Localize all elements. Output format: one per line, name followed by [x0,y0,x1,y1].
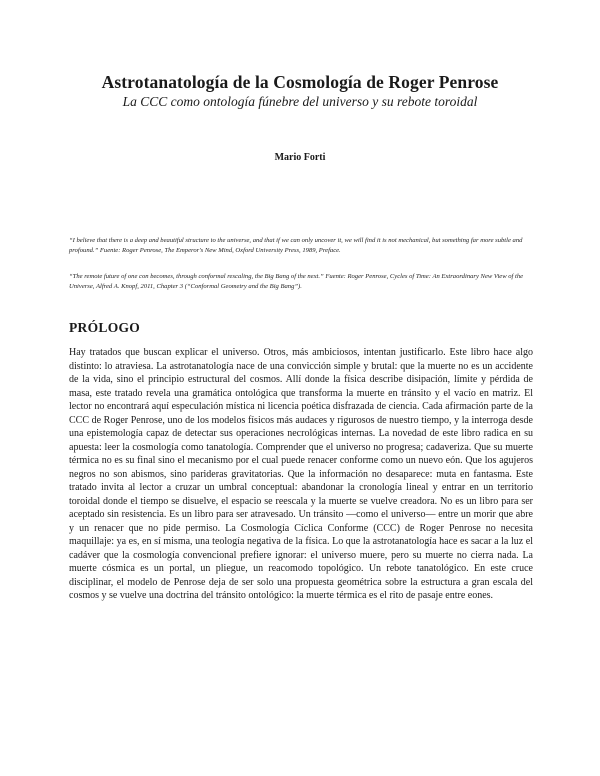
prologue-paragraph: Hay tratados que buscan explicar el universo. Otros, más ambiciosos, intentan justificarlo. Este libro hace algo distinto: lo atraviesa. La astrotanatología nace de una convicción simple y brutal: que la muerte no es un accidente de la vida, sino el principio estructural del cosmos. Allí donde la física describe disipación, límite y pérdida de masa, este tratado revela una gramática ontológica que transforma la muerte en tránsito y el vacío en matriz. El lector no encontrará aquí especulación mística ni licencia poética disfrazada de ciencia. Cada afirmación parte de la CCC de Roger Penrose, uno de los modelos físicos más audaces y rigurosos de nuestro tiempo, y la interroga desde una epistemología capaz de detectar sus operaciones necrológicas internas. La novedad de este libro radica en su apuesta: leer la cosmología como tanatología. Comprender que el universo no progresa; cadaveriza. Que su muerte térmica no es su final sino el mecanismo por el cual puede renacer conforme como un nuevo eón. Que los agujeros negros no son abismos, sino parideras gravitatorias. Que la información no desaparece: muta en fantasma. Este tratado invita al lector a cruzar un umbral conceptual: abandonar la cronología lineal y entrar en un territorio toroidal donde el tiempo se disuelve, el espacio se reescala y la muerte se vuelve creadora. No es un libro para ser aceptado sin resistencia. Es un libro para ser atravesado. Un tránsito —como el universo— entre un morir que abre y un renacer que no pide permiso. La Cosmología Cíclica Conforme (CCC) de Roger Penrose no necesita maquillaje: ya es, en sí misma, una teología negativa de la física. Lo que la astrotanatología hace es sacar a la luz el cadáver que la cosmología convencional prefiere ignorar: el universo muere, pero su muerte no cierra nada. La muerte cósmica es un portal, un pliegue, un reacomodo topológico. Un rebote tanatológico. En este cruce disciplinar, el modelo de Penrose deja de ser solo una propuesta geométrica sobre la estructura a gran escala del cosmos y se vuelve una doctrina del tránsito ontológico: la muerte térmica es el rito de pasaje entre eones. [69,347,533,601]
document-subtitle: La CCC como ontología fúnebre del universo y su rebote toroidal [122,94,478,109]
epigraph-quote: “I believe that there is a deep and beautiful structure to the universe, and that if we can only uncover it, we will find it is not mechanical, but something far more subtle and profound.” Fuente: Roger Penrose, The Emperor's New Mind, Oxford University Press, 1989, Preface. [69,237,523,254]
author-name: Mario Forti [274,152,326,163]
epigraph-quote: “The remote future of one con becomes, through conformal rescaling, the Big Bang of the next.” Fuente: Roger Penrose, Cycles of Time: An Extraordinary New View of the Universe, Alfred A. Knopf, 2011, Chapter 3 (“Conformal Geometry and the Big Bang”). [69,273,524,290]
section-heading: PRÓLOGO [69,320,141,335]
document-title: Astrotanatología de la Cosmología de Roger Penrose [101,72,499,92]
